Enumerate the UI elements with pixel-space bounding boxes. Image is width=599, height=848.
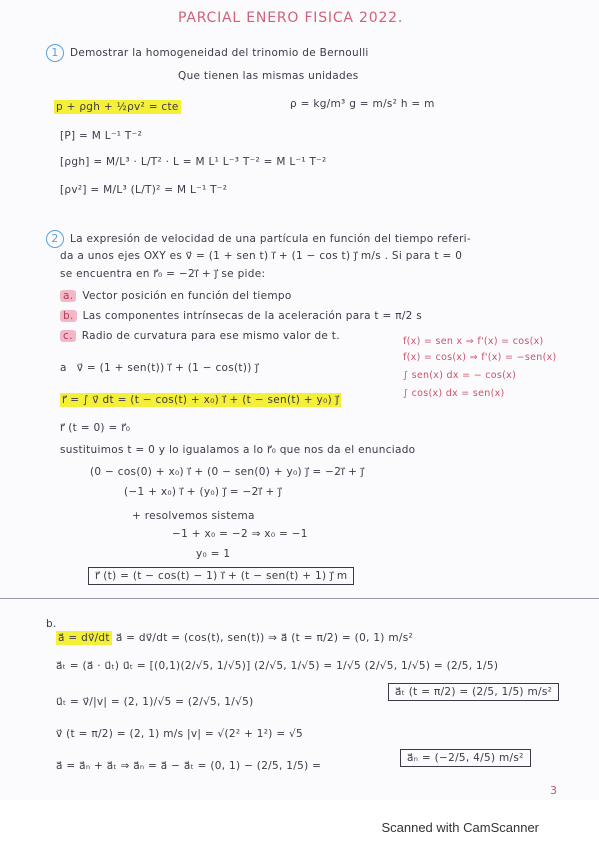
q2-item-a: a. Vector posición en función del tiempo: [60, 290, 292, 302]
section-divider: [0, 598, 599, 599]
page-number: 3: [550, 784, 558, 797]
part-a-line3: r⃗ (t = 0) = r⃗₀: [60, 422, 131, 434]
q1-equation: p + ρgh + ½ρv² = cte: [56, 101, 179, 113]
part-b-label: b.: [46, 618, 57, 630]
part-b-line2: a⃗ₜ = (a⃗ · u⃗ₜ) u⃗ₜ = [(0,1)(2/√5, 1/√5)] (2/√5, 1/√5) = 1/√5 (2/√5, 1/√5) = (2/5, 1/5): [56, 660, 499, 672]
q2-statement-2: da a unos ejes OXY es v⃗ = (1 + sen t) i⃗ + (1 − cos t) j⃗ m/s . Si para t = 0: [60, 250, 463, 262]
q1-units: ρ = kg/m³ g = m/s² h = m: [290, 98, 435, 110]
side-note-2: f(x) = cos(x) ⇒ f'(x) = −sen(x): [403, 352, 557, 363]
q2-item-c: c. Radio de curvatura para ese mismo valor de t.: [60, 330, 340, 342]
part-b-at-box: a⃗ₜ (t = π/2) = (2/5, 1/5) m/s²: [388, 686, 559, 698]
q2-item-b: b. Las componentes intrínsecas de la aceleración para t = π/2 s: [60, 310, 422, 322]
page-title: PARCIAL ENERO FISICA 2022.: [178, 10, 404, 26]
part-b-line3: u⃗ₜ = v⃗/|v| = (2, 1)/√5 = (2/√5, 1/√5): [56, 696, 254, 708]
q2-statement-3: se encuentra en r⃗₀ = −2i⃗ + j⃗ se pide:: [60, 268, 266, 280]
q1-line2: [ρgh] = M/L³ · L/T² · L = M L¹ L⁻³ T⁻² = M L⁻¹ T⁻²: [60, 156, 327, 168]
part-b-line5: a⃗ = a⃗ₙ + a⃗ₜ ⇒ a⃗ₙ = a⃗ − a⃗ₜ = (0, 1) − (2/5, 1/5) =: [56, 760, 322, 772]
part-a-line4: sustituimos t = 0 y lo igualamos a lo r⃗₀ que nos da el enunciado: [60, 444, 416, 456]
q2-statement-1: 2 La expresión de velocidad de una partícula en función del tiempo referi-: [46, 230, 471, 248]
side-note-4: ∫ cos(x) dx = sen(x): [403, 388, 505, 399]
q1-number: 1: [46, 44, 64, 62]
part-b-line1: a⃗ = dv⃗/dt a⃗ = dv⃗/dt = (cos(t), sen(t)) ⇒ a⃗ (t = π/2) = (0, 1) m/s²: [58, 632, 413, 644]
part-a-line2: r⃗ = ∫ v⃗ dt = (t − cos(t) + x₀) i⃗ + (t − sen(t) + y₀) j⃗: [62, 394, 339, 406]
part-a-line9: y₀ = 1: [196, 548, 231, 560]
part-a-line8: −1 + x₀ = −2 ⇒ x₀ = −1: [172, 528, 308, 540]
side-note-3: ∫ sen(x) dx = − cos(x): [403, 370, 517, 381]
part-b-an-box: a⃗ₙ = (−2/5, 4/5) m/s²: [400, 752, 531, 764]
q1-statement: 1 Demostrar la homogeneidad del trinomio de Bernoulli: [46, 44, 369, 62]
part-a-line5: (0 − cos(0) + x₀) i⃗ + (0 − sen(0) + y₀) j⃗ = −2i⃗ + j⃗: [90, 466, 365, 478]
part-a-line7: + resolvemos sistema: [132, 510, 255, 522]
q1-line3: [ρv²] = M/L³ (L/T)² = M L⁻¹ T⁻²: [60, 184, 228, 196]
q1-subtitle: Que tienen las mismas unidades: [178, 70, 359, 82]
part-a-line6: (−1 + x₀) i⃗ + (y₀) j⃗ = −2i⃗ + j⃗: [124, 486, 282, 498]
part-b-line4: v⃗ (t = π/2) = (2, 1) m/s |v| = √(2² + 1²) = √5: [56, 728, 304, 740]
part-a-line1: a v⃗ = (1 + sen(t)) i⃗ + (1 − cos(t)) j⃗: [60, 362, 259, 374]
q1-line1: [P] = M L⁻¹ T⁻²: [60, 130, 142, 142]
part-a-result: r⃗ (t) = (t − cos(t) − 1) i⃗ + (t − sen(t) + 1) j⃗ m: [88, 570, 354, 582]
q2-number: 2: [46, 230, 64, 248]
scanner-watermark: Scanned with CamScanner: [381, 820, 539, 835]
side-note-1: f(x) = sen x ⇒ f'(x) = cos(x): [403, 336, 544, 347]
